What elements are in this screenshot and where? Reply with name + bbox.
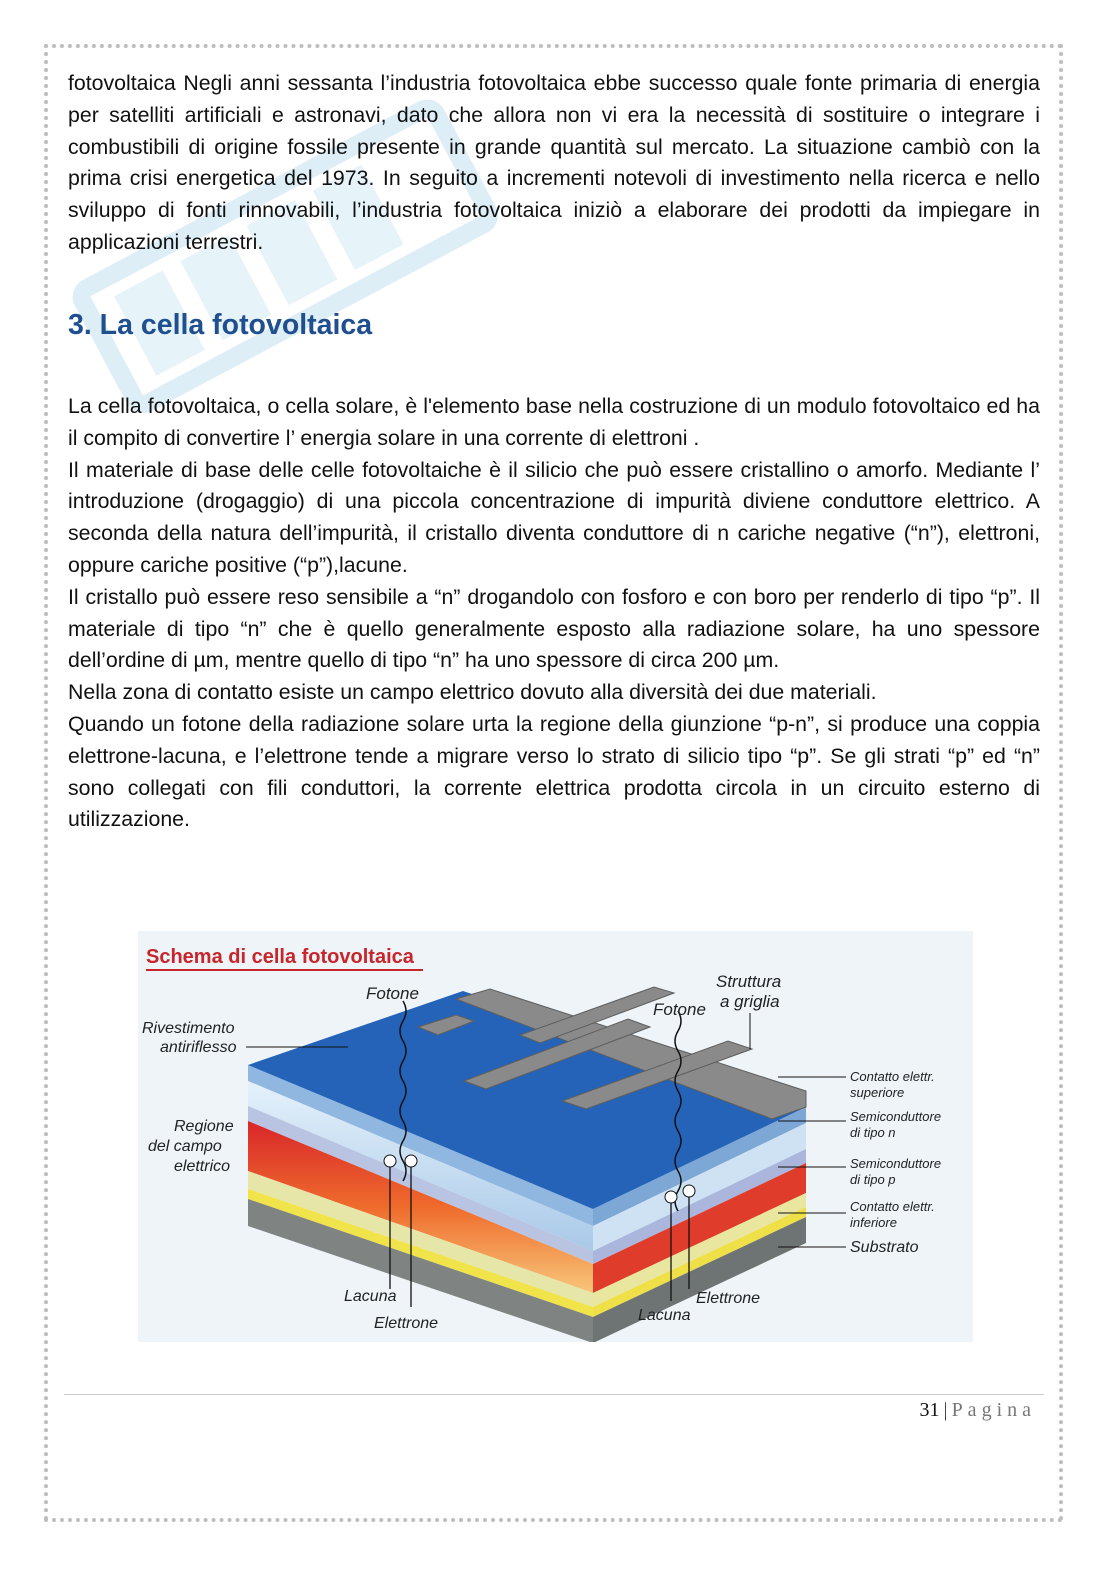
intro-section	[68, 68, 1040, 259]
label-fotone-left: Fotone	[366, 984, 419, 1003]
page-number: 31	[919, 1399, 940, 1421]
hole-charge-right	[665, 1191, 677, 1203]
label-elettrone-right: Elettrone	[696, 1290, 761, 1307]
label-semi-n-1: Semiconduttore	[850, 1109, 942, 1124]
label-fotone-right: Fotone	[653, 1000, 706, 1019]
label-lacuna-left: Lacuna	[344, 1288, 397, 1305]
label-struttura-1: Struttura	[716, 972, 782, 991]
label-regione-3: elettrico	[174, 1158, 231, 1175]
label-semi-p-1: Semiconduttore	[850, 1156, 942, 1171]
label-contatto-sup-1: Contatto elettr.	[850, 1069, 935, 1084]
paragraph-1: La cella fotovoltaica, o cella solare, è l'elemento base nella costruzione di un modulo fotovoltaico ed ha il compito di convertire l’ energia solare in una corrente di elettroni .	[68, 394, 1040, 450]
section-heading: 3. La cella fotovoltaica	[68, 309, 373, 341]
footer-divider	[64, 1394, 1044, 1395]
intro-paragraph: fotovoltaica Negli anni sessanta l’industria fotovoltaica ebbe successo quale fonte primaria di energia per satelliti artificiali e astronavi, dato che allora non vi era la necessità di sostituire o integrare i combustibili di origine fossile presente in grande quantità sul mercato. La situazione cambiò con la prima crisi energetica del 1973. In seguito a incrementi notevoli di investimento nella ricerca e nello sviluppo di fonti rinnovabili, l’industria fotovoltaica iniziò a elaborare dei prodotti da impiegare in applicazioni terrestri.	[68, 71, 1040, 254]
label-elettrone-left: Elettrone	[374, 1315, 439, 1332]
paragraph-5: Quando un fotone della radiazione solare urta la regione della giunzione “p-n”, si produce una coppia elettrone-lacuna, e l’elettrone tende a migrare verso lo strato di silicio tipo “p”. Se gli strati “p” ed “n” sono collegati con fili conduttori, la corrente elettrica prodotta circola in un circuito esterno di utilizzazione.	[68, 711, 1040, 832]
paragraph-4: Nella zona di contatto esiste un campo elettrico dovuto alla diversità dei due materiali.	[68, 680, 877, 705]
hole-charge-left	[384, 1155, 396, 1167]
label-regione-2: del campo	[148, 1138, 222, 1155]
label-contatto-sup-2: superiore	[850, 1085, 905, 1100]
label-contatto-inf-2: inferiore	[850, 1215, 897, 1230]
label-semi-p-2: di tipo p	[850, 1172, 896, 1187]
label-struttura-2: a griglia	[720, 992, 780, 1011]
page-footer	[920, 1399, 1036, 1422]
label-rivestimento-2: antiriflesso	[160, 1039, 237, 1056]
footer-separator: |	[943, 1399, 948, 1421]
figure-title-underline	[146, 969, 423, 971]
figure-title: Schema di cella fotovoltaica	[146, 946, 414, 968]
label-lacuna-right: Lacuna	[638, 1307, 691, 1324]
paragraph-2: Il materiale di base delle celle fotovoltaiche è il silicio che può essere cristallino o amorfo. Mediante l’ introduzione (drogaggio) di una piccola concentrazione di impurità diviene conduttore elettrico. A seconda della natura dell’impurità, il cristallo diventa conduttore di n cariche negative (“n”), elettroni, oppure cariche positive (“p”),lacune.	[68, 457, 1040, 577]
electron-charge-left	[405, 1155, 417, 1167]
solar-cell-diagram	[138, 931, 973, 1342]
label-semi-n-2: di tipo n	[850, 1125, 896, 1140]
label-contatto-inf-1: Contatto elettr.	[850, 1199, 935, 1214]
section-body	[68, 391, 1040, 836]
label-regione-1: Regione	[174, 1118, 234, 1135]
label-substrato: Substrato	[850, 1239, 919, 1256]
label-rivestimento-1: Rivestimento	[142, 1020, 235, 1037]
electron-charge-right	[683, 1185, 695, 1197]
paragraph-3: Il cristallo può essere reso sensibile a “n” drogandolo con fosforo e con boro per renderlo di tipo “p”. Il materiale di tipo “n” che è quello generalmente esposto alla radiazione solare, ha uno spessore dell’ordine di µm, mentre quello di tipo “n” ha uno spessore di circa 200 µm.	[68, 584, 1040, 673]
page-word: Pagina	[951, 1399, 1036, 1421]
